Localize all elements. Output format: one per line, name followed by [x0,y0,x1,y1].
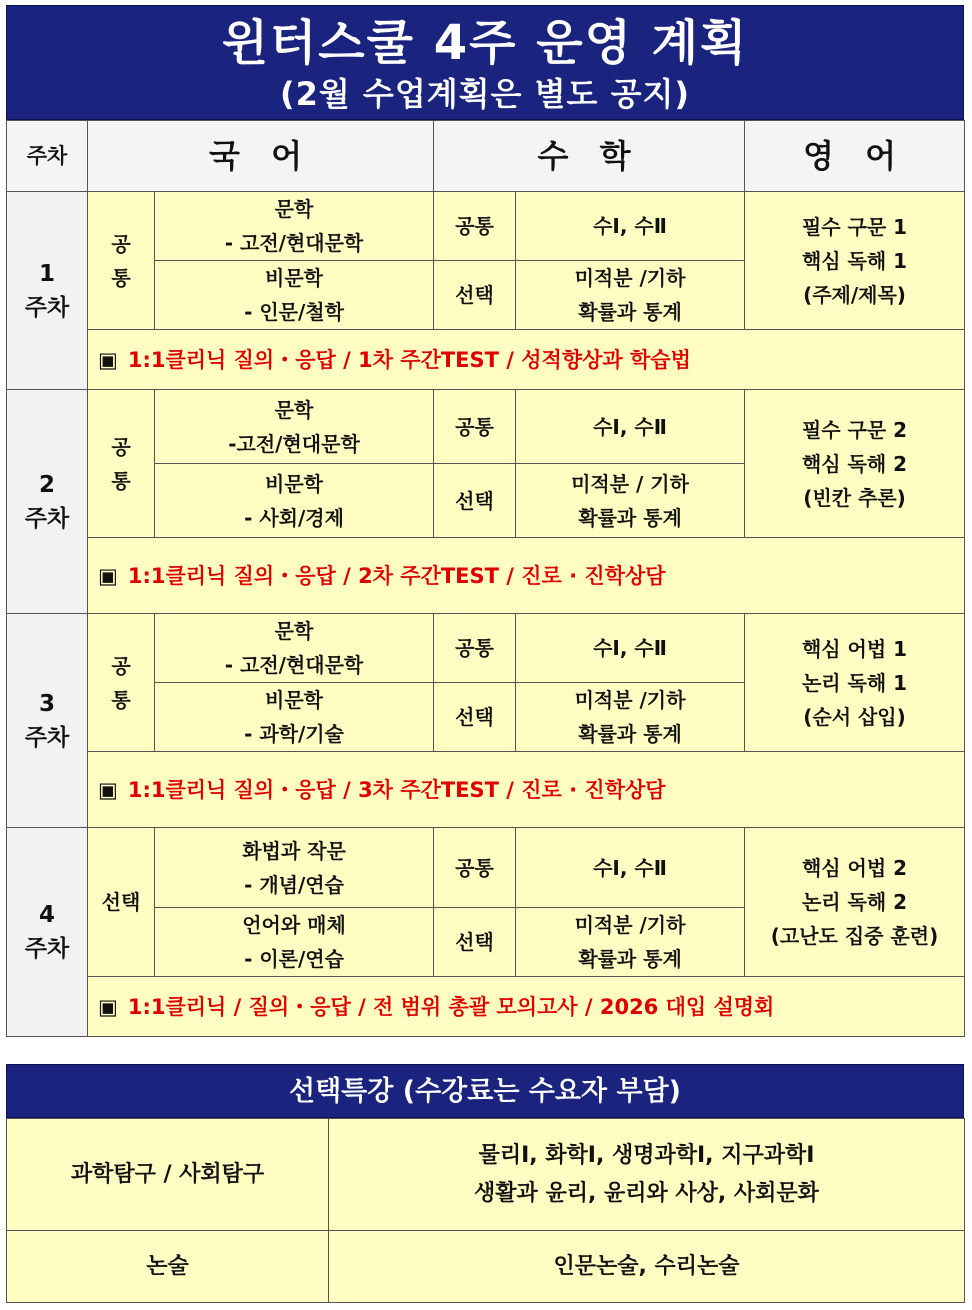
korean-type: 선택 [88,828,155,977]
math-subject: 미적분 /기하 확률과 통계 [516,261,745,330]
week-label: 2 주차 [7,390,88,614]
english-subject: 핵심 어법 2 논리 독해 2 (고난도 집중 훈련) [745,828,965,977]
math-subject: 미적분 / 기하 확률과 통계 [516,464,745,538]
table-row [7,1231,965,1303]
square-icon: ▣ [98,347,118,372]
korean-subject: 비문학 - 과학/기술 [155,683,434,752]
special-subjects: 물리Ⅰ, 화학Ⅰ, 생명과학Ⅰ, 지구과학Ⅰ 생활과 윤리, 윤리와 사상, 사회문화 [329,1119,965,1231]
korean-type: 공 통 [88,614,155,752]
plan-header [6,5,964,120]
math-type: 선택 [434,683,516,752]
korean-subject: 문학 - 고전/현대문학 [155,192,434,261]
math-type: 공통 [434,614,516,683]
table-header-row [7,121,965,192]
math-subject: 수Ⅰ, 수Ⅱ [516,192,745,261]
korean-subject: 문학 -고전/현대문학 [155,390,434,464]
math-subject: 미적분 /기하 확률과 통계 [516,908,745,977]
math-subject: 수Ⅰ, 수Ⅱ [516,390,745,464]
table-row [7,538,965,614]
special-label: 과학탐구 / 사회탐구 [7,1119,329,1231]
week-label: 3 주차 [7,614,88,828]
square-icon: ▣ [98,777,118,802]
table-row [7,614,965,683]
page-subtitle: (2월 수업계획은 별도 공지) [279,75,691,113]
col-header-week: 주차 [7,121,88,192]
col-header-math: 수 학 [434,121,745,192]
table-row [7,828,965,908]
english-subject: 필수 구문 2 핵심 독해 2 (빈칸 추론) [745,390,965,538]
korean-subject: 문학 - 고전/현대문학 [155,614,434,683]
table-row [7,977,965,1037]
math-type: 공통 [434,828,516,908]
math-subject: 수Ⅰ, 수Ⅱ [516,614,745,683]
col-header-english: 영 어 [745,121,965,192]
math-type: 선택 [434,464,516,538]
col-header-korean: 국 어 [88,121,434,192]
special-label: 논술 [7,1231,329,1303]
table-row [7,752,965,828]
korean-subject: 비문학 - 사회/경제 [155,464,434,538]
schedule-table [6,120,965,1037]
special-subjects: 인문논술, 수리논술 [329,1231,965,1303]
english-subject: 핵심 어법 1 논리 독해 1 (순서 삽입) [745,614,965,752]
table-row [7,192,965,261]
table-row [7,330,965,390]
korean-type: 공 통 [88,390,155,538]
week-note: ▣ 1:1클리닉 질의・응답 / 2차 주간TEST / 진로 · 진학상담 [88,538,965,614]
korean-subject: 언어와 매체 - 이론/연습 [155,908,434,977]
special-lecture-title: 선택특강 (수강료는 수요자 부담) [6,1064,964,1118]
english-subject: 필수 구문 1 핵심 독해 1 (주제/제목) [745,192,965,330]
week-note: ▣ 1:1클리닉 질의・응답 / 3차 주간TEST / 진로 · 진학상담 [88,752,965,828]
table-row [7,390,965,464]
math-subject: 미적분 /기하 확률과 통계 [516,683,745,752]
math-type: 공통 [434,192,516,261]
korean-type: 공 통 [88,192,155,330]
page-title: 윈터스쿨 4주 운영 계획 [221,15,749,71]
square-icon: ▣ [98,563,118,588]
math-type: 선택 [434,908,516,977]
week-note: ▣ 1:1클리닉 / 질의・응답 / 전 범위 총괄 모의고사 / 2026 대입 설명회 [88,977,965,1037]
math-type: 공통 [434,390,516,464]
week-note: ▣ 1:1클리닉 질의・응답 / 1차 주간TEST / 성적향상과 학습법 [88,330,965,390]
week-label: 1 주차 [7,192,88,390]
special-lecture-table [6,1118,965,1303]
korean-subject: 화법과 작문 - 개념/연습 [155,828,434,908]
square-icon: ▣ [98,994,118,1019]
korean-subject: 비문학 - 인문/철학 [155,261,434,330]
week-label: 4 주차 [7,828,88,1037]
math-type: 선택 [434,261,516,330]
table-row [7,1119,965,1231]
math-subject: 수Ⅰ, 수Ⅱ [516,828,745,908]
